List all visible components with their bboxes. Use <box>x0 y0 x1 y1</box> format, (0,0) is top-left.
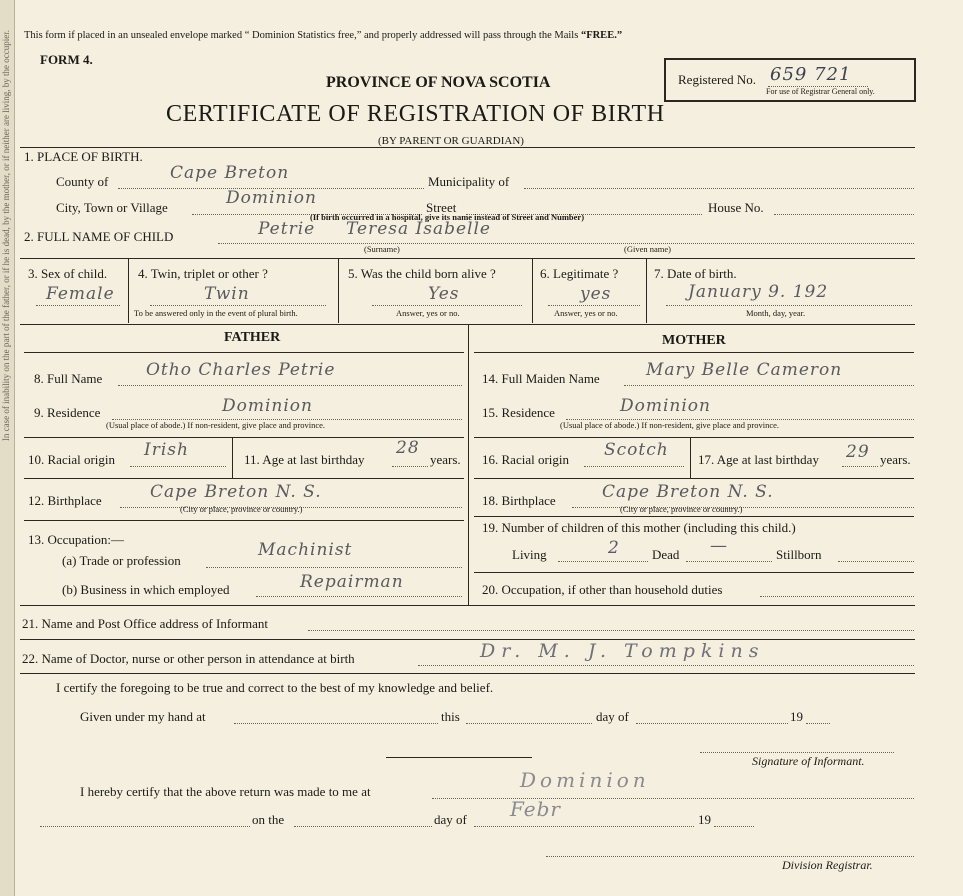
registered-number: 659 721 <box>770 64 852 85</box>
mother-heading: MOTHER <box>662 333 726 348</box>
dead-label: Dead <box>652 547 680 562</box>
business-label: (b) Business in which employed <box>62 582 230 597</box>
document-title: CERTIFICATE OF REGISTRATION OF BIRTH <box>166 101 665 127</box>
mother-years-label: years. <box>880 452 911 467</box>
mother-age-label: 17. Age at last birthday <box>698 452 819 467</box>
mother-name-label: 14. Full Maiden Name <box>482 371 600 386</box>
certify-statement: I certify the foregoing to be true and correct to the best of my knowledge and belief. <box>56 680 494 695</box>
father-residence-value: Dominion <box>222 396 313 416</box>
mother-residence-label: 15. Residence <box>482 405 555 420</box>
mother-age-value: 29 <box>846 442 870 462</box>
form-number: FORM 4. <box>40 52 93 67</box>
date-of-birth-note: Month, day, year. <box>746 308 806 318</box>
registered-label: Registered No. <box>678 72 756 87</box>
house-number-label: House No. <box>708 200 764 215</box>
plural-birth-note: To be answered only in the event of plural birth. <box>134 308 298 318</box>
child-surname-value: Petrie <box>258 219 316 239</box>
living-value: 2 <box>608 538 620 558</box>
mother-birthplace-note: (City or place, province or country.) <box>620 504 743 514</box>
father-birthplace-value: Cape Breton N. S. <box>150 482 322 502</box>
mail-notice-text: This form if placed in an unsealed envelope marked “ Dominion Statistics free,” and properly addressed will pass through the Mails <box>24 30 579 41</box>
doctor-value: Dr. M. J. Tompkins <box>480 640 765 662</box>
children-count-label: 19. Number of children of this mother (including this child.) <box>482 520 796 535</box>
trade-label: (a) Trade or profession <box>62 553 181 568</box>
father-years-label: years. <box>430 452 461 467</box>
mother-residence-note: (Usual place of abode.) If non-resident, give place and province. <box>560 420 780 430</box>
plural-birth-value: Twin <box>204 284 250 304</box>
business-value: Repairman <box>300 572 404 592</box>
mother-residence-value: Dominion <box>620 396 711 416</box>
sex-value: Female <box>46 284 115 304</box>
registrar-place-value: Dominion <box>520 768 650 792</box>
trade-value: Machinist <box>258 540 353 560</box>
father-birthplace-label: 12. Birthplace <box>28 493 102 508</box>
mother-racial-label: 16. Racial origin <box>482 452 570 467</box>
mother-birthplace-label: 18. Birthplace <box>482 493 556 508</box>
father-name-value: Otho Charles Petrie <box>146 360 336 380</box>
date-of-birth-value: January 9. 192 <box>688 282 829 302</box>
mail-notice-free: “FREE.” <box>580 30 623 41</box>
born-alive-note: Answer, yes or no. <box>396 308 460 318</box>
informant-signature-label: Signature of Informant. <box>752 754 865 768</box>
city-value: Dominion <box>226 188 317 208</box>
given-under-hand-label: Given under my hand at <box>80 709 206 724</box>
county-value: Cape Breton <box>170 163 290 183</box>
stillborn-label: Stillborn <box>776 547 822 562</box>
given-name-caption: (Given name) <box>624 244 671 254</box>
dead-value: — <box>710 536 728 556</box>
mother-name-value: Mary Belle Cameron <box>646 360 843 380</box>
mother-occupation-label: 20. Occupation, if other than household duties <box>482 582 723 597</box>
mother-birthplace-value: Cape Breton N. S. <box>602 482 774 502</box>
division-registrar-label: Division Registrar. <box>782 858 873 872</box>
municipality-label: Municipality of <box>428 174 510 189</box>
father-age-label: 11. Age at last birthday <box>244 452 365 467</box>
occupation-label: 13. Occupation:— <box>28 532 125 547</box>
registrar-day-of-label: day of <box>434 812 467 827</box>
born-alive-value: Yes <box>428 284 460 304</box>
legitimate-note: Answer, yes or no. <box>554 308 618 318</box>
sex-label: 3. Sex of child. <box>28 266 108 281</box>
city-label: City, Town or Village <box>56 200 168 215</box>
legitimate-label: 6. Legitimate ? <box>540 266 619 281</box>
mail-notice <box>24 30 622 41</box>
place-of-birth-heading: 1. PLACE OF BIRTH. <box>24 149 143 164</box>
father-residence-note: (Usual place of abode.) If non-resident, give place and province. <box>106 420 326 430</box>
father-name-label: 8. Full Name <box>34 371 103 386</box>
surname-caption: (Surname) <box>364 244 400 254</box>
street-label: Street <box>426 200 457 215</box>
doctor-label: 22. Name of Doctor, nurse or other person in attendance at birth <box>22 651 355 666</box>
hospital-note: (If birth occurred in a hospital, give its name instead of Street and Number) <box>310 212 585 222</box>
county-label: County of <box>56 174 109 189</box>
binding-edge <box>0 0 15 896</box>
province-heading: PROVINCE OF NOVA SCOTIA <box>326 74 551 91</box>
registrar-month-value: Febr <box>510 797 561 821</box>
father-racial-label: 10. Racial origin <box>28 452 116 467</box>
informant-label: 21. Name and Post Office address of Informant <box>22 616 268 631</box>
year-prefix: 19 <box>790 709 803 724</box>
living-label: Living <box>512 547 547 562</box>
on-the-label: on the <box>252 812 285 827</box>
day-of-label: day of <box>596 709 629 724</box>
born-alive-label: 5. Was the child born alive ? <box>348 266 496 281</box>
legitimate-value: yes <box>580 284 612 304</box>
father-racial-value: Irish <box>144 440 189 460</box>
child-given-value: Teresa Isabelle <box>346 219 491 239</box>
child-name-label: 2. FULL NAME OF CHILD <box>24 229 174 244</box>
father-age-value: 28 <box>396 438 420 458</box>
document-subtitle: (BY PARENT OR GUARDIAN) <box>378 135 524 147</box>
registrar-statement: I hereby certify that the above return was made to me at <box>80 784 371 799</box>
registrar-year-prefix: 19 <box>698 812 711 827</box>
father-heading: FATHER <box>224 330 281 345</box>
registered-note: For use of Registrar General only. <box>766 87 875 96</box>
father-residence-label: 9. Residence <box>34 405 101 420</box>
father-birthplace-note: (City or place, province or country.) <box>180 504 303 514</box>
date-of-birth-label: 7. Date of birth. <box>654 266 737 281</box>
mother-racial-value: Scotch <box>604 440 669 460</box>
margin-text: In case of inability on the part of the father, or if he is dead, by the mother, or if neither are living, by the occupier. <box>1 30 11 442</box>
this-label: this <box>441 709 460 724</box>
plural-birth-label: 4. Twin, triplet or other ? <box>138 266 268 281</box>
